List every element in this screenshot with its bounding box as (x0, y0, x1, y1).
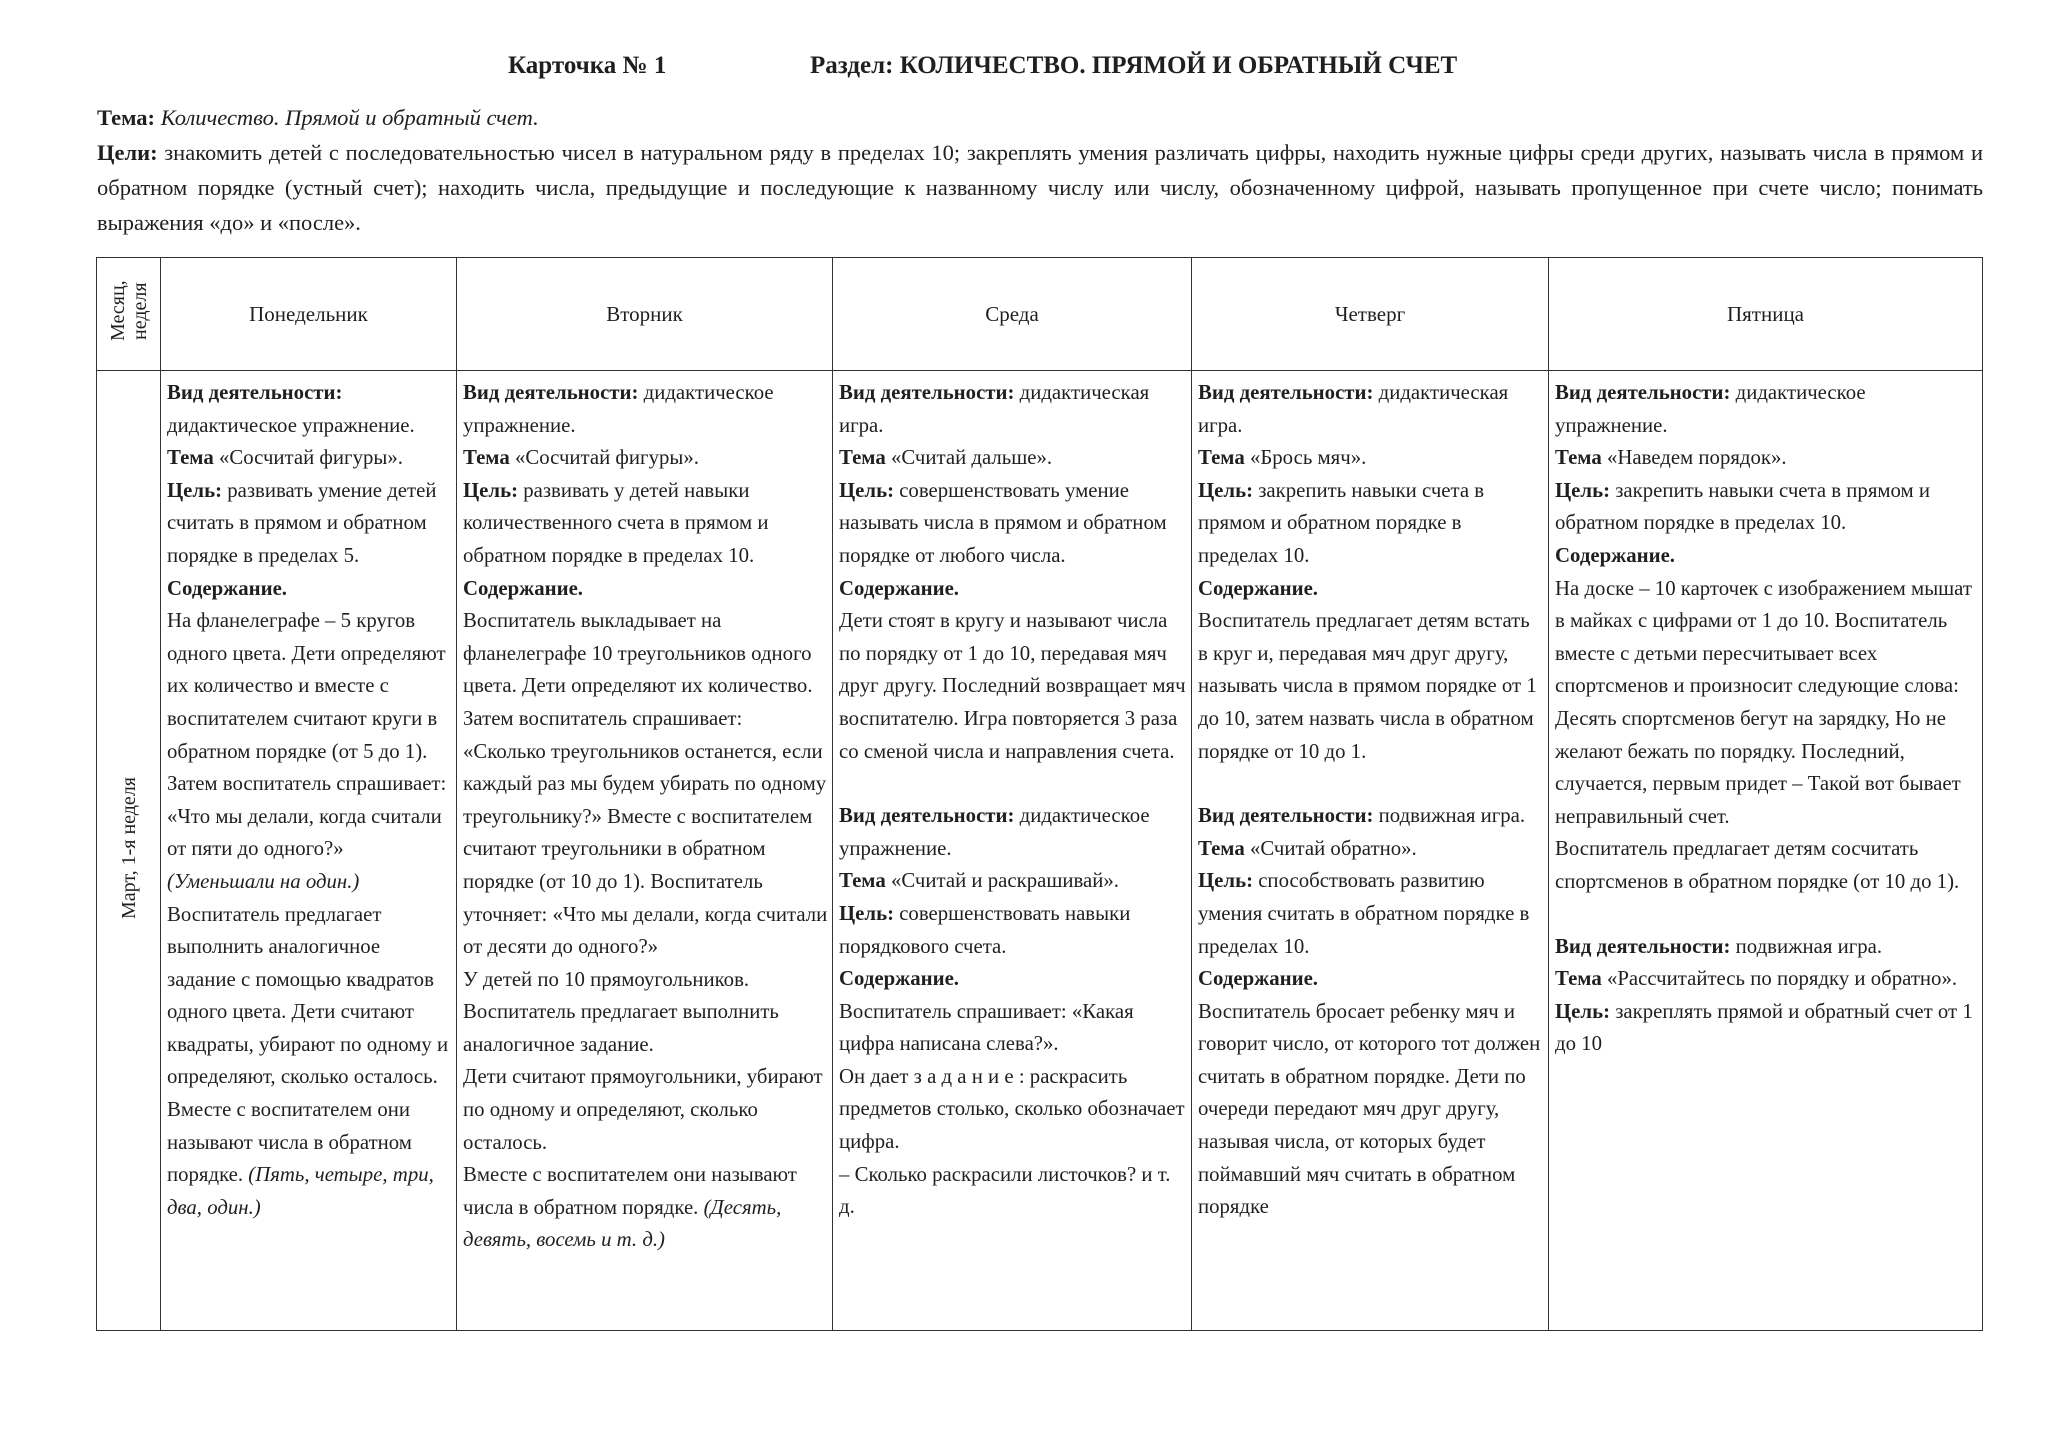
goal-label: Цель: (1198, 478, 1253, 502)
activity-value: дидактическая игра. (1198, 381, 1509, 437)
content-label: Содержание. (839, 576, 960, 600)
paragraph: Воспитатель предлагает детям сосчитать спортсменов в обратном порядке (от 10 до 1). (1555, 837, 1960, 893)
theme-line (1555, 442, 1978, 475)
content-label: Содержание. (167, 576, 288, 600)
goal-value: закреплять прямой и обратный счет от 1 до 10 (1555, 999, 1973, 1056)
theme-label: Тема (1198, 836, 1245, 860)
tuesday-cell (457, 371, 833, 1331)
paragraph-text: Вместе с воспитателем они называют числа в обратном порядке. (167, 1098, 412, 1187)
paragraph: Дети считают прямоугольники, убирают по одному и определяют, сколько осталось. (463, 1065, 823, 1154)
goal-value: развивать умение детей считать в прямом и обратном порядке в пределах 5. (167, 478, 437, 567)
day-header-monday: Понедельник (161, 258, 457, 371)
content-text: Воспитатель выкладывает на фланелеграфе 10 треугольников одного цвета. Дети определяют их количество. Затем воспитатель спрашивает: «Сколько треугольников останется, если каждый раз мы будем убирать по одному треугольнику?» Вместе с воспитателем считают треугольники в обратном порядке (от 10 до 1). Воспитатель уточняет: «Что мы делали, когда считали от десяти до одного?» (463, 609, 828, 959)
title-row (0, 52, 2048, 92)
goal-value: совершенствовать навыки порядкового счета. (839, 901, 1131, 958)
content-label: Содержание. (839, 967, 960, 991)
content-text: На доске – 10 карточек с изображением мышат в майках с цифрами от 1 до 10. Воспитатель вместе с детьми пересчитывает всех спортсменов и произносит следующие слова: (1555, 576, 1972, 698)
activity-label: Вид деятельности: (167, 381, 343, 404)
activity-line (839, 377, 1187, 442)
month-week-header-text: Месяц, неделя (106, 280, 151, 342)
theme-value: «Рассчитайтесь по порядку и обратно». (1606, 967, 1958, 991)
theme-value: «Сосчитай фигуры». (218, 446, 403, 470)
theme-label: Тема (1555, 967, 1602, 991)
activity-label: Вид деятельности: (1198, 381, 1374, 404)
goal-value: закрепить навыки счета в прямом и обратном порядке в пределах 10. (1555, 478, 1931, 535)
day-header-wednesday: Среда (833, 258, 1192, 371)
goal-label: Цель: (1555, 478, 1610, 502)
goal-line (839, 475, 1187, 573)
day-header-friday: Пятница (1549, 258, 1983, 371)
poem: Десять спортсменов бегут на зарядку, Но не желают бежать по порядку. Последний, случается, первым придет – Такой вот бывает неправильный счет. (1555, 706, 1961, 828)
goal-line (839, 898, 1187, 963)
activity-value: дидактическое упражнение. (167, 413, 415, 437)
theme-value: Количество. Прямой и обратный счет. (160, 105, 539, 130)
activity-value: подвижная игра. (1378, 804, 1526, 828)
content-text: Воспитатель предлагает детям встать в круг и, передавая мяч друг другу, называть числа в прямом порядке от 1 до 10, затем назвать числа в обратном порядке от 10 до 1. (1198, 609, 1537, 763)
activity-label: Вид деятельности: (1198, 804, 1374, 828)
paragraph (463, 1159, 828, 1257)
week-cell (97, 371, 161, 1331)
goal-line (1555, 996, 1978, 1061)
content-text: Воспитатель бросает ребенку мяч и говорит число, от которого тот должен считать в обратном порядке. Дети по очереди передают мяч друг другу, называя числа, от которых будет поймавший мяч считать в обратном порядке (1198, 999, 1541, 1219)
content-answer: (Уменьшали на один.) (167, 869, 360, 893)
day-header-tuesday: Вторник (457, 258, 833, 371)
spacer (839, 768, 1187, 800)
activity-value: дидактическое упражнение. (839, 804, 1150, 860)
activity-line (167, 377, 452, 442)
paragraph-text: Вместе с воспитателем они называют числа в обратном порядке. (463, 1163, 797, 1219)
theme-label: Тема (1198, 446, 1245, 470)
theme-value: «Наведем порядок». (1606, 446, 1787, 470)
theme-value: «Считай дальше». (890, 446, 1053, 470)
month-week-header (97, 258, 161, 371)
paragraph: Воспитатель предлагает выполнить аналогичное задание с помощью квадратов одного цвета. Дети считают квадраты, убирают по одному и определяют, сколько осталось. (167, 902, 449, 1089)
goals-value: знакомить детей с последовательностью чисел в натуральном ряду в пределах 10; закреплять умения различать цифры, находить нужные цифры среди других, называть числа в прямом и обратном порядке (устный счет); находить числа, предыдущие и последующие к названному числу или числу, обозначенному цифрой, называть пропущенное при счете число; понимать выражения «до» и «после». (97, 140, 1983, 235)
theme-line (1555, 963, 1978, 996)
activity-label: Вид деятельности: (839, 381, 1015, 404)
theme-label: Тема (167, 446, 214, 470)
table-row (97, 371, 1983, 1331)
goal-label: Цель: (1555, 999, 1610, 1023)
theme-line (97, 100, 1983, 135)
day-header-thursday: Четверг (1192, 258, 1549, 371)
activity-line (1198, 800, 1544, 833)
table-header-row (97, 258, 1983, 371)
monday-cell (161, 371, 457, 1331)
theme-line (1198, 833, 1544, 866)
theme-label: Тема (839, 869, 886, 893)
paragraph-answer: (Десять, девять, восемь и т. д.) (463, 1195, 782, 1252)
paragraph: – Сколько раскрасили листочков? и т. д. (839, 1162, 1171, 1219)
thursday-cell (1192, 371, 1549, 1331)
activity-label: Вид деятельности: (463, 381, 639, 404)
goal-label: Цель: (167, 478, 222, 502)
goal-value: развивать у детей навыки количественного счета в прямом и обратном порядке в пределах 10. (463, 478, 769, 567)
content-label: Содержание. (1198, 967, 1319, 991)
goal-label: Цель: (1198, 869, 1253, 893)
goal-label: Цель: (839, 478, 894, 502)
content-value: На фланелеграфе – 5 кругов одного цвета. Дети определяют их количество и вместе с воспитателем считают круги в обратном порядке (от 5 до 1). Затем воспитатель спрашивает: «Что мы делали, когда считали от пяти до одного?» (167, 609, 447, 861)
theme-line (167, 442, 452, 475)
goal-line (1198, 865, 1544, 963)
theme-value: «Брось мяч». (1249, 446, 1367, 470)
theme-line (1198, 442, 1544, 475)
theme-value: «Сосчитай фигуры». (514, 446, 699, 470)
card-number: Карточка № 1 (508, 52, 667, 79)
theme-line (839, 865, 1187, 898)
goal-value: совершенствовать умение называть числа в прямом и обратном порядке от любого числа. (839, 478, 1167, 567)
content-label: Содержание. (463, 576, 584, 600)
activity-value: дидактическое упражнение. (463, 381, 774, 437)
activity-label: Вид деятельности: (1555, 381, 1731, 404)
spacer (1555, 899, 1978, 931)
goal-line (1555, 475, 1978, 540)
goal-line (167, 475, 452, 573)
theme-label: Тема: (97, 105, 156, 130)
theme-line (839, 442, 1187, 475)
goals-label: Цели: (97, 140, 158, 165)
activity-line (1555, 377, 1978, 442)
activity-line (463, 377, 828, 442)
activity-value: дидактическое упражнение. (1555, 381, 1866, 437)
paragraph-answer: (Пять, четыре, три, два, один.) (167, 1163, 434, 1219)
plan-table (96, 257, 1983, 1331)
paragraph: Он дает з а д а н и е : раскрасить предметов столько, сколько обозначает цифра. (839, 1064, 1185, 1154)
activity-value: подвижная игра. (1735, 934, 1883, 958)
theme-label: Тема (839, 446, 886, 470)
activity-label: Вид деятельности: (839, 804, 1015, 828)
content-text (167, 605, 452, 898)
intro-block (97, 100, 1983, 240)
content-label: Содержание. (1555, 543, 1676, 567)
wednesday-cell (833, 371, 1192, 1331)
activity-label: Вид деятельности: (1555, 934, 1731, 958)
goal-label: Цель: (839, 901, 894, 925)
paragraph: У детей по 10 прямоугольников. Воспитатель предлагает выполнить аналогичное задание. (463, 967, 779, 1056)
content-text: Дети стоят в кругу и называют числа по порядку от 1 до 10, передавая мяч друг другу. Последний возвращает мяч воспитателю. Игра повторяется 3 раза со сменой числа и направления счета. (839, 609, 1186, 763)
theme-line (463, 442, 828, 475)
theme-label: Тема (1555, 446, 1602, 470)
goal-line (463, 475, 828, 573)
theme-label: Тема (463, 446, 510, 470)
paragraph (167, 1094, 452, 1224)
content-text: Воспитатель спрашивает: «Какая цифра написана слева?». (839, 999, 1134, 1056)
theme-value: «Считай и раскрашивай». (890, 869, 1119, 893)
goal-line (1198, 475, 1544, 573)
goals-line (97, 135, 1983, 240)
week-label: Март, 1-я неделя (117, 776, 140, 920)
activity-line (1198, 377, 1544, 442)
goal-value: способствовать развитию умения считать в обратном порядке в пределах 10. (1198, 869, 1530, 958)
theme-value: «Считай обратно». (1249, 836, 1417, 860)
content-label: Содержание. (1198, 576, 1319, 600)
goal-label: Цель: (463, 478, 518, 502)
activity-line (839, 800, 1187, 865)
activity-line (1555, 931, 1978, 964)
goal-value: закрепить навыки счета в прямом и обратном порядке в пределах 10. (1198, 478, 1485, 567)
section-title: Раздел: КОЛИЧЕСТВО. ПРЯМОЙ И ОБРАТНЫЙ СЧЕТ (810, 52, 1458, 79)
spacer (1198, 768, 1544, 800)
friday-cell (1549, 371, 1983, 1331)
activity-value: дидактическая игра. (839, 381, 1150, 437)
